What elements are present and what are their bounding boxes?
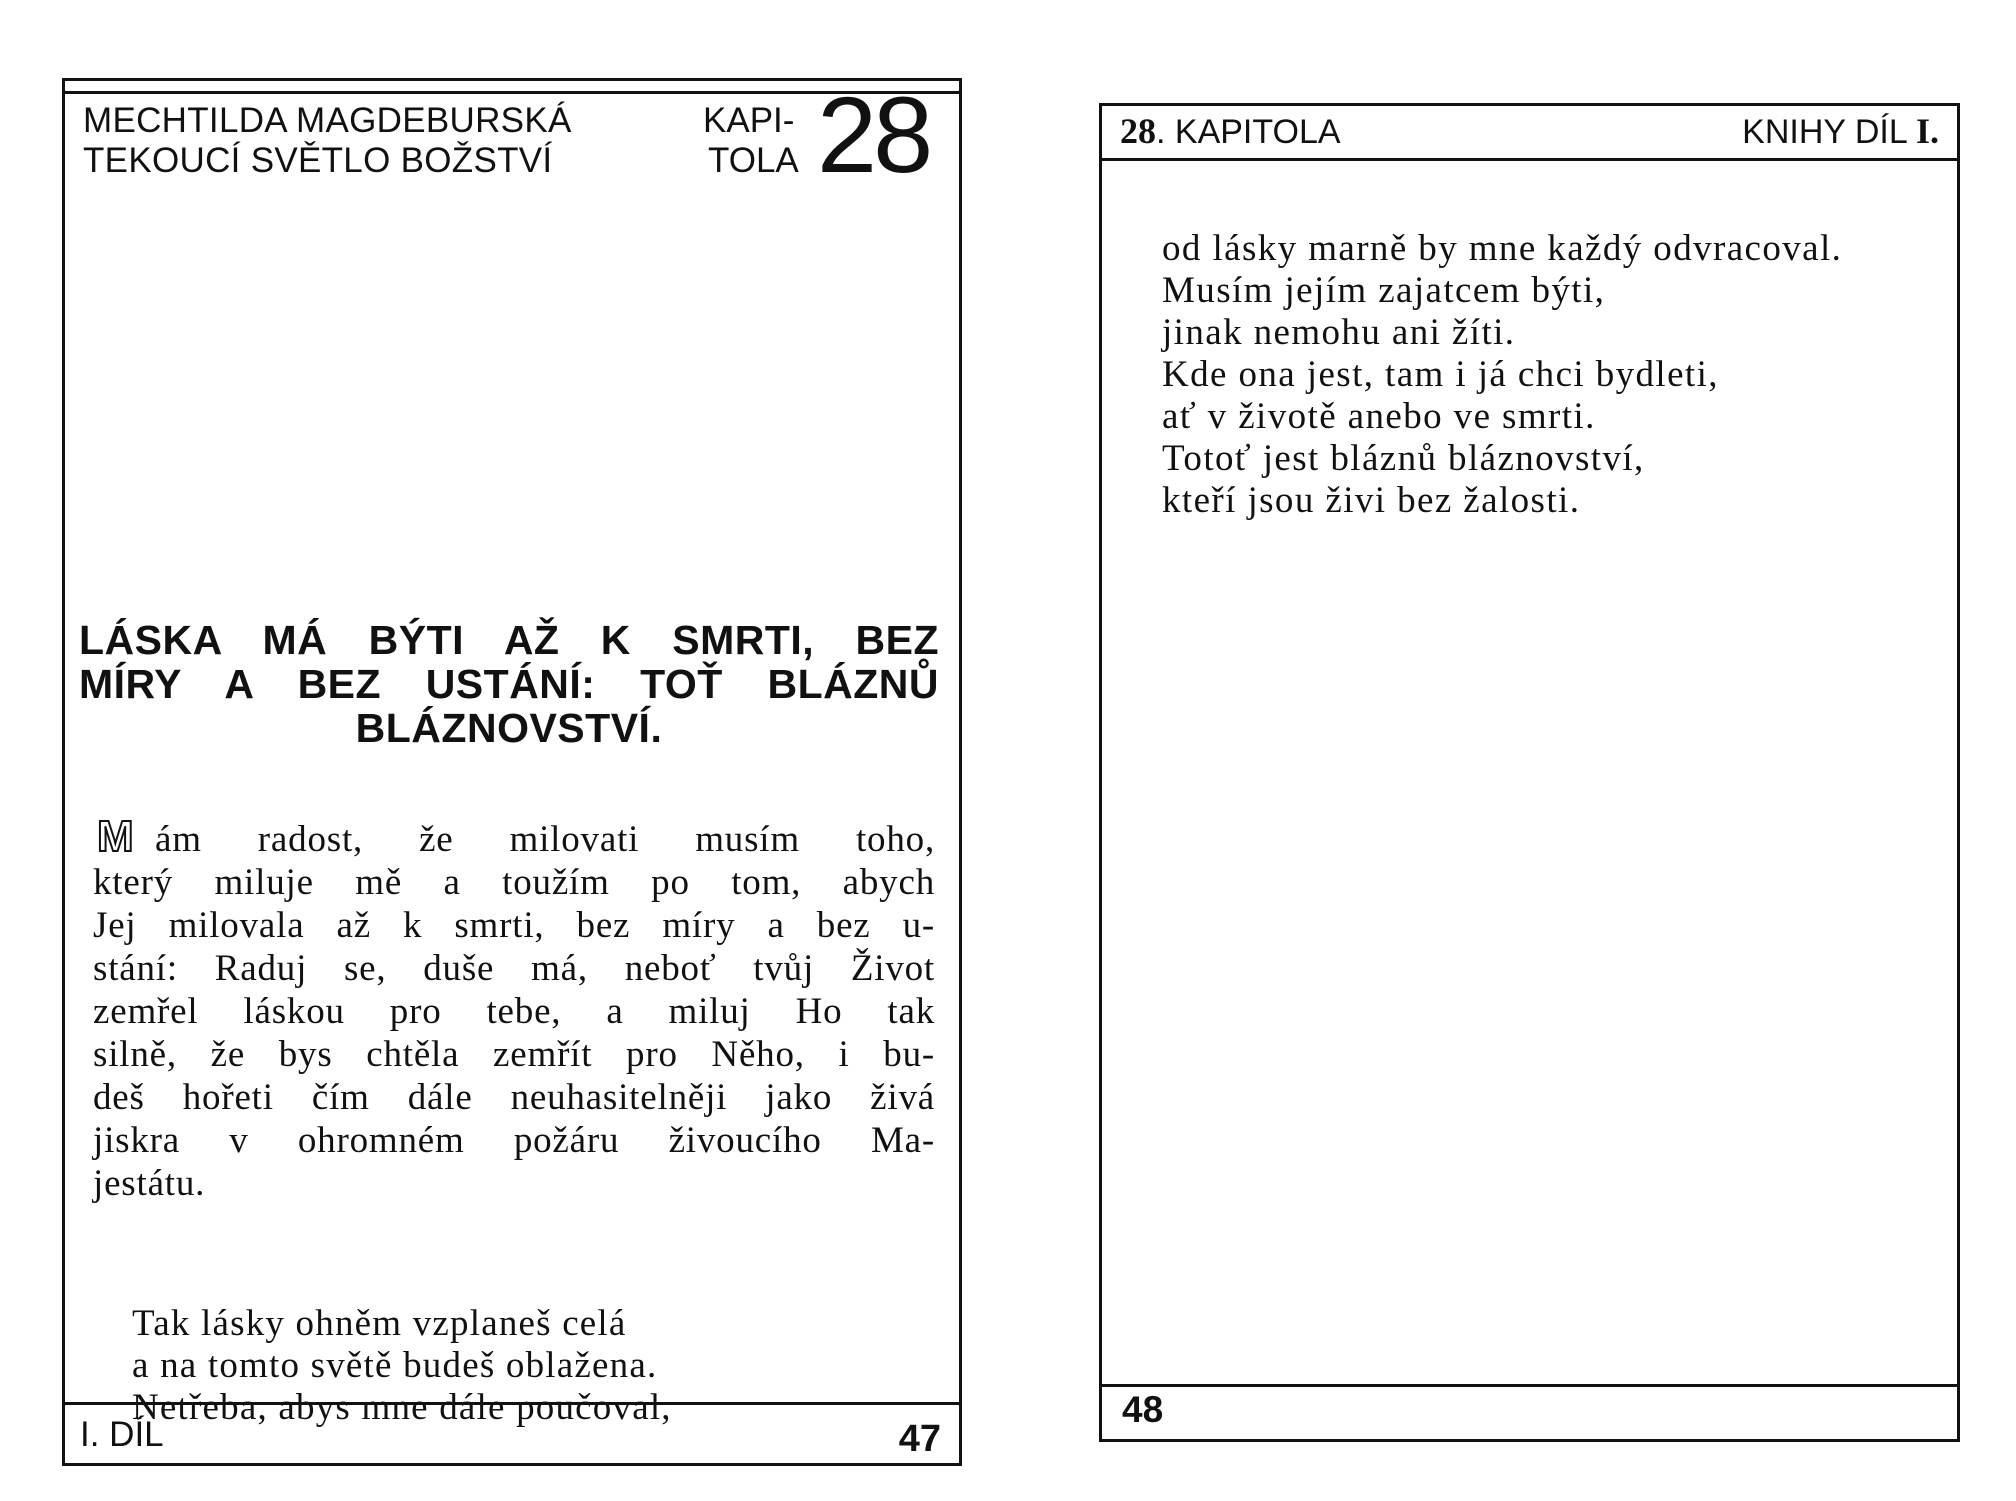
verse-block xyxy=(132,1303,672,1429)
paragraph-line: zemřel láskou pro tebe, a miluj Ho tak xyxy=(93,991,935,1032)
part-number: I. xyxy=(1915,111,1939,151)
chapter-word-part2: TOLA xyxy=(708,141,799,180)
verse-line: od lásky marně by mne každý odvracoval. xyxy=(1162,228,1843,269)
left-page xyxy=(62,74,962,1466)
chapter-label-text: . KAPITOLA xyxy=(1156,113,1341,151)
paragraph-line: silně, že bys chtěla zemřít pro Něho, i bu- xyxy=(93,1034,935,1075)
paragraph-line: stání: Raduj se, duše má, neboť tvůj Život xyxy=(93,948,935,989)
paragraph-line xyxy=(93,812,935,861)
paragraph-line: Jej milovala až k smrti, bez míry a bez u- xyxy=(93,905,935,946)
verse-line: Netřeba, abys mne dále poučoval, xyxy=(132,1387,672,1428)
footer-rule xyxy=(1102,1384,1957,1387)
verse-line: Musím jejím zajatcem býti, xyxy=(1162,270,1606,311)
chapter-heading xyxy=(79,618,939,750)
verse-line: Tak lásky ohněm vzplaneš celá xyxy=(132,1303,627,1344)
heading-line: MÍRY A BEZ USTÁNÍ: TOŤ BLÁZNŮ xyxy=(79,661,939,707)
footer-rule xyxy=(65,1402,959,1405)
page-number: 47 xyxy=(898,1418,941,1460)
running-author: MECHTILDA MAGDEBURSKÁ xyxy=(83,101,572,140)
paragraph-line: jestátu. xyxy=(93,1163,206,1204)
header-bottom-rule xyxy=(1102,158,1957,161)
right-page xyxy=(1099,103,1960,1442)
chapter-number: 28 xyxy=(817,74,930,195)
heading-line: LÁSKA MÁ BÝTI AŽ K SMRTI, BEZ xyxy=(79,617,939,663)
chapter-word-part1: KAPI- xyxy=(703,101,795,140)
heading-line: BLÁZNOVSTVÍ. xyxy=(355,705,663,751)
verse-line: ať v životě anebo ve smrti. xyxy=(1162,396,1596,437)
running-part-label xyxy=(1742,110,1939,152)
verse-line: Kde ona jest, tam i já chci bydleti, xyxy=(1162,354,1719,395)
paragraph-line-text: ám radost, že milovati musím toho, xyxy=(155,819,935,860)
verse-line: Totoť jest bláznů bláznovství, xyxy=(1162,438,1645,479)
paragraph-line: deš hořeti čím dále neuhasitelněji jako živá xyxy=(93,1077,935,1118)
verse-line: jinak nemohu ani žíti. xyxy=(1162,312,1516,353)
page-number: 48 xyxy=(1122,1389,1164,1430)
footer-part-label: I. DÍL xyxy=(80,1415,164,1454)
verse-line: a na tomto světě budeš oblažena. xyxy=(132,1345,658,1386)
paragraph-line: jiskra v ohromném požáru živoucího Ma- xyxy=(93,1120,935,1161)
part-label-text: KNIHY DÍL xyxy=(1742,113,1907,151)
verse-block xyxy=(1162,228,1842,522)
body-paragraph xyxy=(93,812,935,1205)
running-chapter-label xyxy=(1120,110,1341,152)
verse-line: kteří jsou živi bez žalosti. xyxy=(1162,480,1581,521)
paragraph-line: který miluje mě a toužím po tom, abych xyxy=(93,862,935,903)
chapter-number: 28 xyxy=(1120,111,1156,151)
drop-cap-initial: M xyxy=(97,812,135,861)
running-book-title: TEKOUCÍ SVĚTLO BOŽSTVÍ xyxy=(83,141,553,180)
